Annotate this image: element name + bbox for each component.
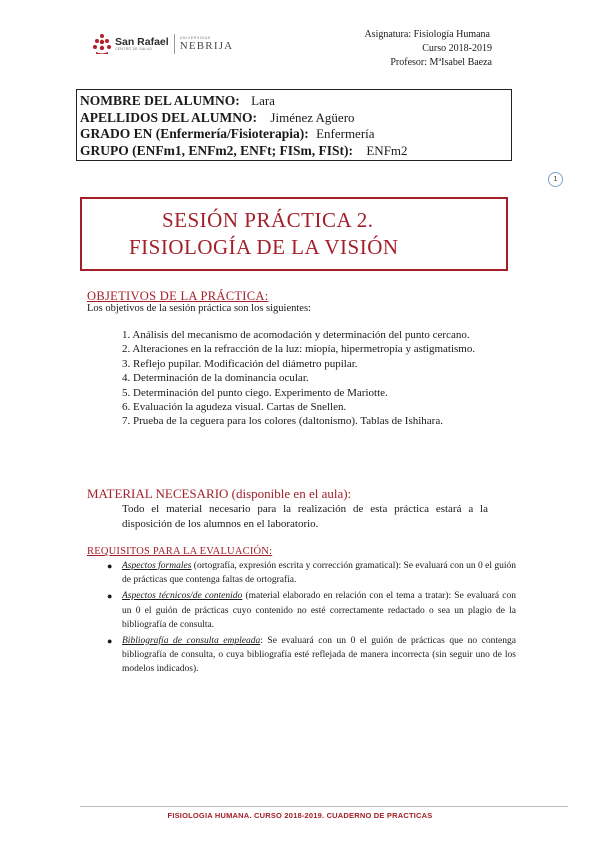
logo-partner-name: NEBRIJA [179, 40, 234, 52]
header-subject: Asignatura: Fisiología Humana [364, 29, 490, 40]
material-heading: MATERIAL NECESARIO (disponible en el aula): [87, 486, 352, 501]
requirement-text: (material elaborado en relación con el tema a tratar): Se evaluará con un 0 el guión de prácticas cuyo contenido no esté correctamente redactado o sea un plagio de la bibliografía de consulta. [122, 591, 516, 630]
bullet-icon: ● [107, 561, 113, 571]
session-title-box [80, 197, 508, 271]
bullet-icon: ● [107, 591, 113, 602]
student-name-value: Lara [251, 93, 275, 108]
requirement-term: Aspectos técnicos/de contenido [122, 591, 243, 602]
objective-item: 1. Análisis del mecanismo de acomodación y determinación del punto cercano. [122, 329, 470, 341]
objective-item: 2. Alteraciones en la refracción de la luz: miopía, hipermetropía y astigmatismo. [122, 343, 476, 356]
student-degree-value: Enfermería [316, 126, 375, 141]
session-title-line2: FISIOLOGÍA DE LA VISIÓN [129, 235, 399, 259]
student-name-label: NOMBRE DEL ALUMNO: [80, 93, 240, 108]
student-group-value: ENFm2 [366, 142, 408, 158]
bullet-icon: ● [107, 636, 113, 647]
material-text: Todo el material necesario para la realización de esta práctica estará a la disposición de los alumnos en el laboratorio. [122, 503, 488, 530]
student-name-row [80, 93, 511, 110]
logo-brand [115, 37, 169, 52]
objective-item: 4. Determinación de la dominancia ocular. [122, 372, 309, 385]
requirement-text: (ortografía, expresión escrita y corrección gramatical): Se evaluará con un 0 el guión de prácticas que contenga faltas de ortografía. [122, 561, 516, 586]
requirement-item [107, 559, 516, 587]
page-number: 1 [548, 172, 563, 187]
student-surname-row [80, 110, 511, 127]
university-logo [92, 32, 233, 56]
cross-emblem-icon [92, 33, 112, 55]
objective-item: 3. Reflejo pupilar. Modificación del diámetro pupilar. [122, 357, 358, 370]
student-info-box [76, 89, 512, 161]
footer-rule [80, 806, 568, 807]
requirement-text: : Se evaluará con un 0 el guión de prácticas que no contenga bibliografía de consulta, o cuya bibliografía esté reflejada de manera incorrecta (sin seguir uno de los modelos indicados). [122, 636, 516, 675]
student-group-row [80, 143, 511, 160]
logo-divider [174, 34, 175, 54]
requirement-term: Aspectos formales [122, 561, 192, 571]
student-group-label: GRUPO (ENFm1, ENFm2, ENFt; FISm, FISt): [80, 142, 353, 158]
logo-partner [180, 36, 234, 52]
requirement-term: Bibliografía de consulta empleada [122, 636, 261, 647]
objective-item: 7. Prueba de la ceguera para los colores (daltonismo). Tablas de Ishihara. [122, 415, 443, 428]
logo-brand-sub: CENTRO DE SALUD [115, 46, 153, 51]
objectives-list [122, 328, 486, 429]
student-degree-label: GRADO EN (Enfermería/Fisioterapia): [80, 126, 309, 141]
logo-partner-top: UNIVERSIDAD [179, 36, 211, 40]
requirement-item [107, 589, 516, 632]
header-professor: Profesor: MªIsabel Baeza [390, 57, 492, 68]
objective-item: 6. Evaluación la agudeza visual. Cartas de Snellen. [122, 401, 347, 414]
header-course: Curso 2018-2019 [422, 43, 492, 54]
requirements-heading: REQUISITOS PARA LA EVALUACIÓN: [87, 546, 273, 557]
student-degree-row [80, 126, 511, 143]
requirement-item [107, 634, 516, 677]
page-footer: FISIOLOGIA HUMANA. CURSO 2018-2019. CUADERNO DE PRACTICAS [167, 811, 433, 820]
session-title-line1: SESIÓN PRÁCTICA 2. [162, 208, 374, 232]
student-surname-label: APELLIDOS DEL ALUMNO: [80, 109, 258, 125]
objective-item: 5. Determinación del punto ciego. Experimento de Mariotte. [122, 386, 388, 399]
requirements-list [107, 559, 516, 679]
student-surname-value: Jiménez Agüero [270, 109, 355, 125]
logo-brand-name: San Rafael [115, 35, 169, 48]
objectives-heading: OBJETIVOS DE LA PRÁCTICA: [87, 289, 269, 303]
objectives-intro: Los objetivos de la sesión práctica son los siguientes: [87, 303, 311, 314]
